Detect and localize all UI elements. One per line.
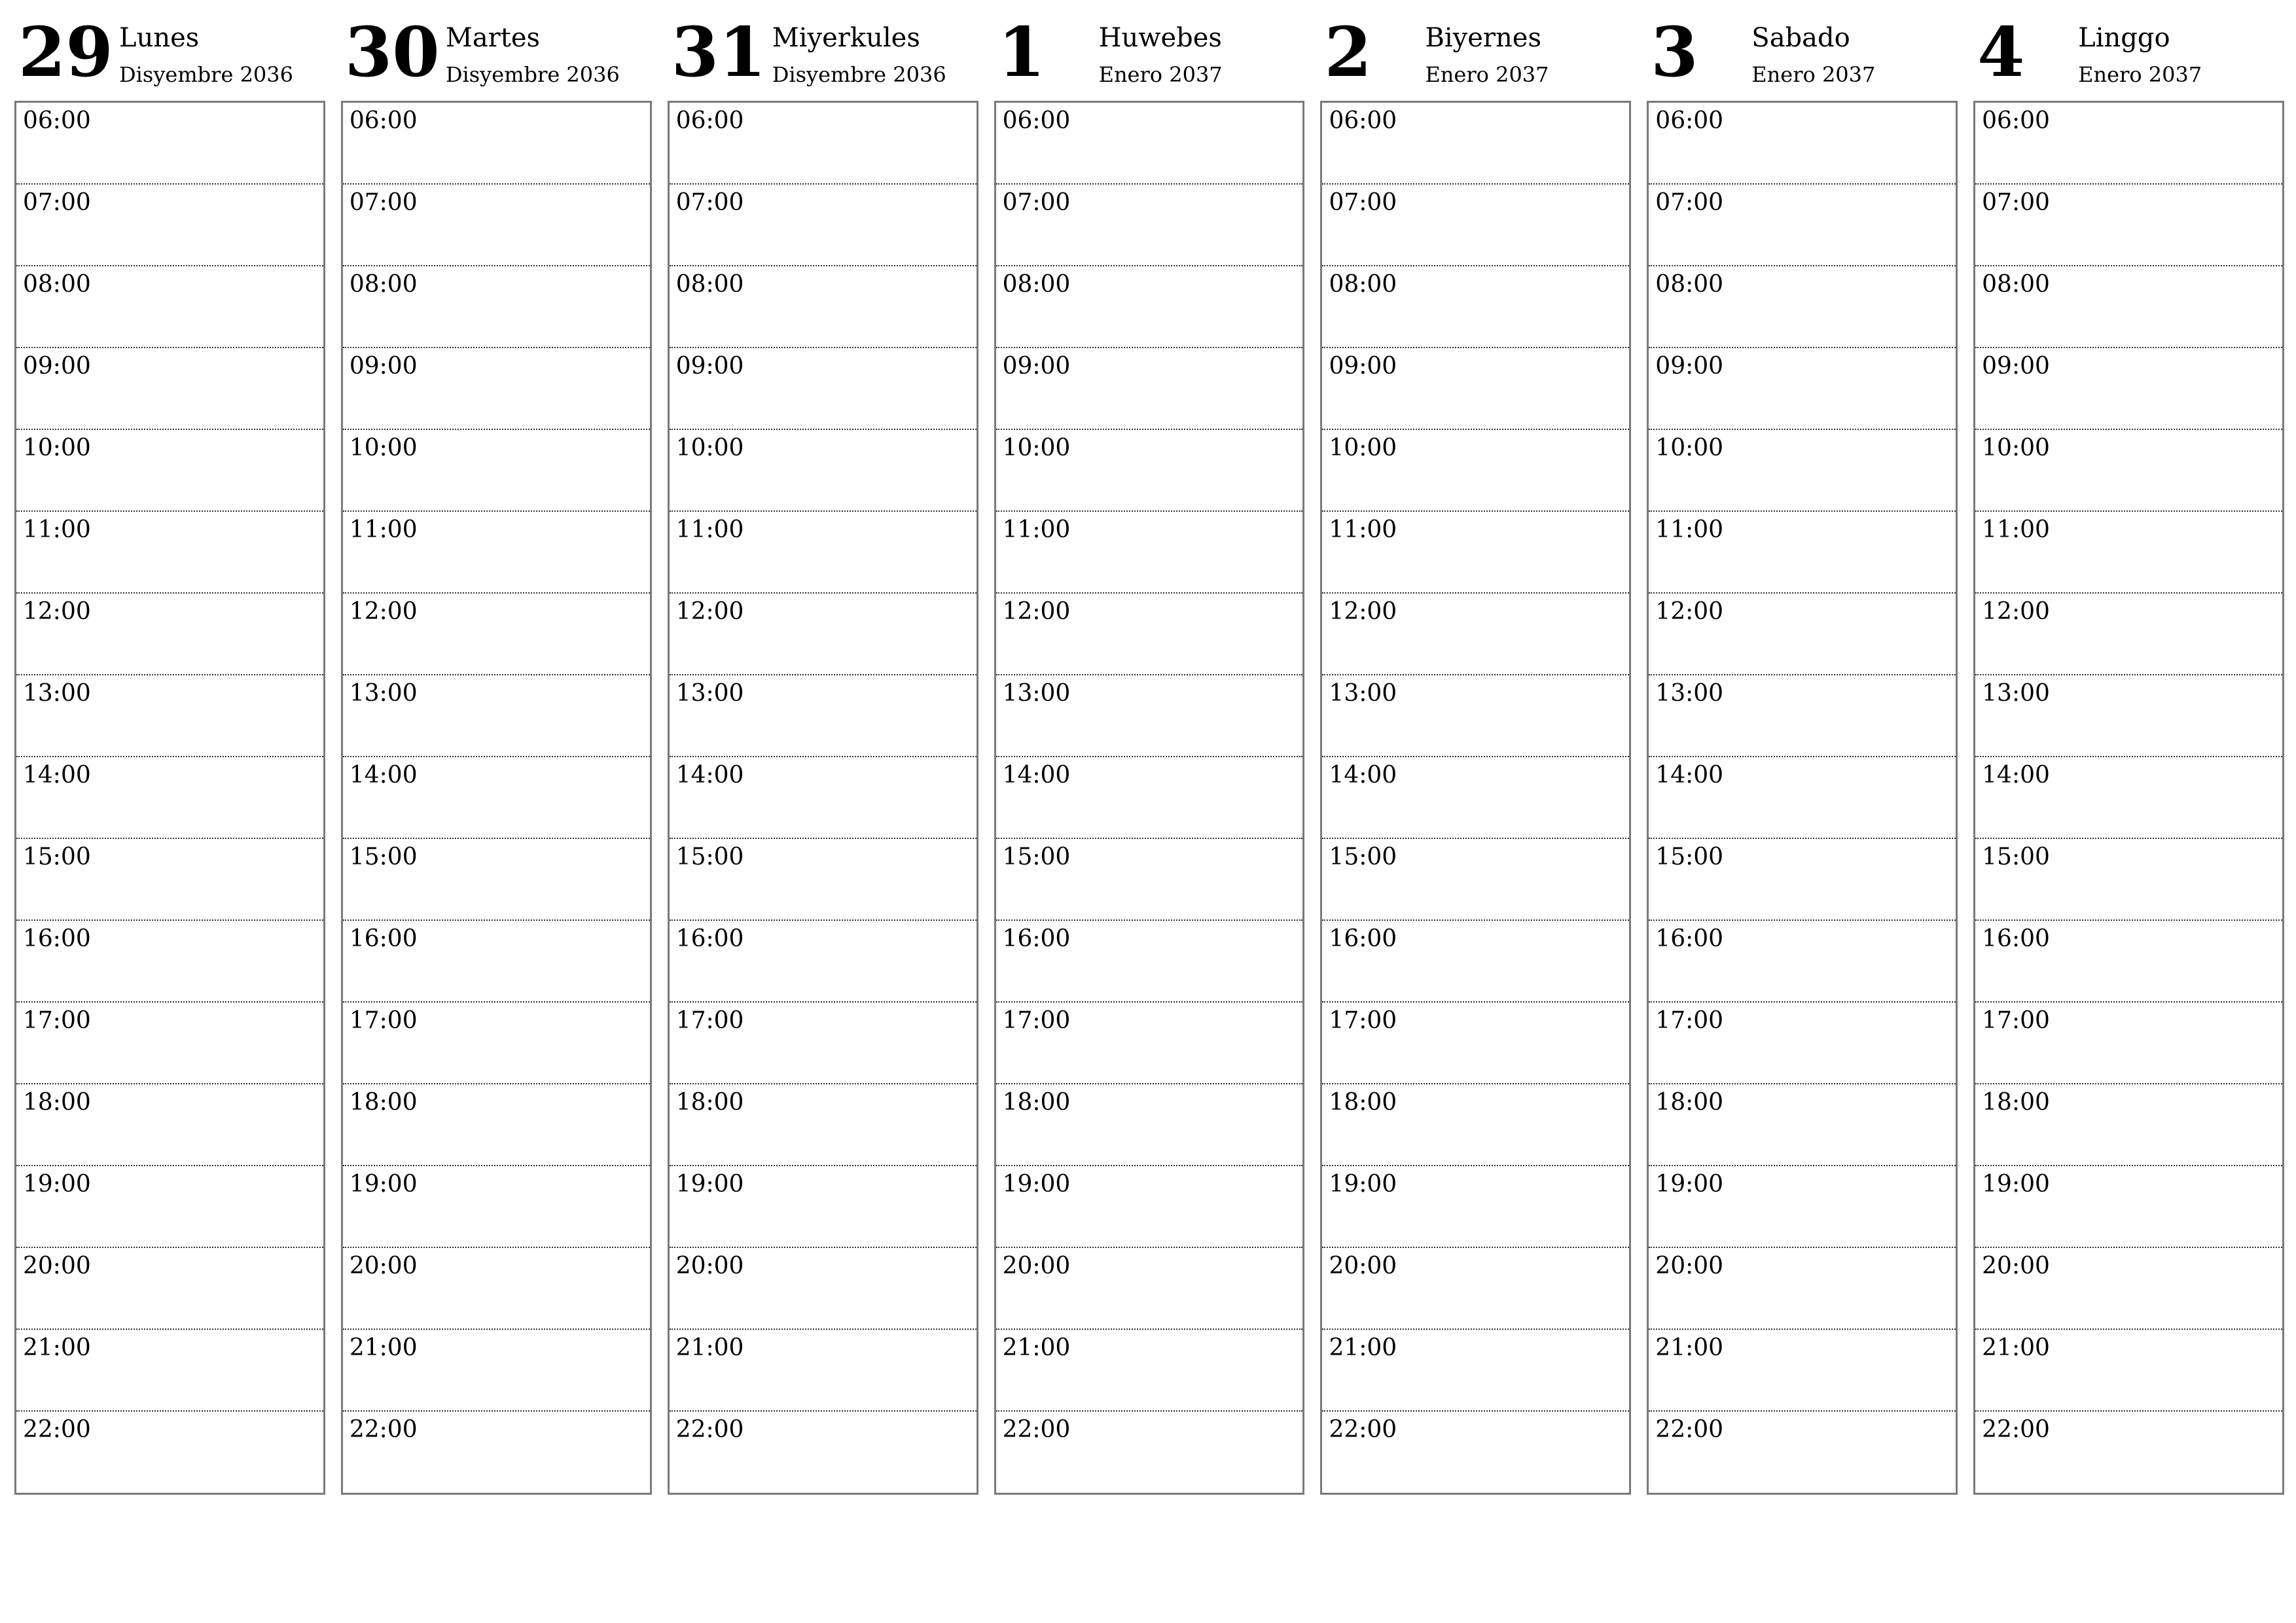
hour-slot[interactable] [670,185,977,266]
hour-slot[interactable] [1975,839,2282,921]
hour-label: 13:00 [675,680,744,707]
hour-slot[interactable] [343,839,650,921]
hour-label: 22:00 [1655,1416,1724,1443]
day-month-year: Enero 2037 [1098,62,1223,87]
hour-label: 12:00 [675,598,744,625]
hour-label: 07:00 [1329,189,1397,216]
hour-label: 08:00 [675,271,744,298]
hour-slot[interactable] [996,839,1303,921]
hour-slot[interactable] [670,1412,977,1493]
hour-label: 17:00 [1002,1007,1071,1034]
hour-slot[interactable] [670,1166,977,1248]
hour-slot[interactable] [1975,185,2282,266]
hour-label: 21:00 [1982,1334,2050,1361]
hour-label: 18:00 [1002,1089,1071,1116]
hour-slot[interactable] [670,430,977,512]
hour-slot[interactable] [343,1412,650,1493]
hour-slot[interactable] [670,594,977,675]
hour-slot[interactable] [1322,1248,1629,1330]
day-number: 2 [1324,12,1372,92]
hour-slot[interactable] [343,1330,650,1412]
hour-label: 11:00 [1002,516,1071,543]
hour-label: 15:00 [23,844,91,870]
hour-slot[interactable] [16,1412,323,1493]
hour-label: 18:00 [23,1089,91,1116]
hour-slot[interactable] [1649,348,1956,430]
hour-label: 21:00 [675,1334,744,1361]
day-header [1973,0,2284,101]
day-schedule-box [668,101,978,1495]
day-month-year: Enero 2037 [1425,62,1549,87]
hour-label: 20:00 [1982,1253,2050,1279]
hour-label: 15:00 [1002,844,1071,870]
hour-slot[interactable] [343,185,650,266]
hour-label: 22:00 [1329,1416,1397,1443]
hour-label: 13:00 [1982,680,2050,707]
hour-label: 21:00 [1002,1334,1071,1361]
hour-label: 14:00 [1982,762,2050,789]
hour-label: 15:00 [1982,844,2050,870]
hour-slot[interactable] [16,1084,323,1166]
hour-label: 11:00 [1982,516,2050,543]
hour-label: 07:00 [675,189,744,216]
hour-slot[interactable] [670,921,977,1003]
hour-label: 10:00 [675,435,744,461]
hour-slot[interactable] [996,1084,1303,1166]
hour-label: 07:00 [1982,189,2050,216]
day-month-year: Enero 2037 [1751,62,1876,87]
hour-label: 14:00 [1329,762,1397,789]
hour-slot[interactable] [996,512,1303,594]
hour-label: 13:00 [1655,680,1724,707]
day-name: Huwebes [1098,23,1222,53]
hour-label: 11:00 [23,516,91,543]
hour-label: 07:00 [23,189,91,216]
hour-label: 06:00 [1655,107,1724,134]
hour-label: 22:00 [1982,1416,2050,1443]
hour-label: 18:00 [675,1089,744,1116]
hour-slot[interactable] [1649,921,1956,1003]
hour-label: 19:00 [349,1171,418,1198]
hour-label: 10:00 [1982,435,2050,461]
hour-label: 07:00 [349,189,418,216]
hour-label: 21:00 [23,1334,91,1361]
hour-label: 16:00 [1982,925,2050,952]
hour-label: 11:00 [349,516,418,543]
hour-label: 08:00 [349,271,418,298]
hour-slot[interactable] [996,675,1303,757]
hour-label: 16:00 [675,925,744,952]
hour-label: 14:00 [23,762,91,789]
day-month-year: Disyembre 2036 [772,62,946,87]
hour-slot[interactable] [1975,1412,2282,1493]
hour-label: 10:00 [1655,435,1724,461]
hour-slot[interactable] [1975,921,2282,1003]
hour-label: 17:00 [675,1007,744,1034]
hour-label: 16:00 [1329,925,1397,952]
hour-slot[interactable] [343,430,650,512]
hour-label: 19:00 [1982,1171,2050,1198]
hour-slot[interactable] [1975,103,2282,185]
hour-label: 19:00 [1329,1171,1397,1198]
hour-label: 06:00 [1329,107,1397,134]
hour-slot[interactable] [996,1412,1303,1493]
hour-slot[interactable] [670,1084,977,1166]
hour-slot[interactable] [1975,757,2282,839]
hour-slot[interactable] [1322,921,1629,1003]
hour-slot[interactable] [1322,675,1629,757]
hour-slot[interactable] [1322,1412,1629,1493]
day-number: 1 [997,12,1045,92]
hour-slot[interactable] [1649,594,1956,675]
day-column [1973,0,2284,1499]
hour-slot[interactable] [343,1248,650,1330]
hour-slot[interactable] [670,839,977,921]
day-number: 3 [1651,12,1698,92]
hour-label: 22:00 [1002,1416,1071,1443]
hour-slot[interactable] [1649,757,1956,839]
hour-slot[interactable] [996,430,1303,512]
hour-label: 21:00 [349,1334,418,1361]
day-header [14,0,325,101]
day-name: Martes [445,23,541,53]
hour-label: 11:00 [675,516,744,543]
hour-label: 09:00 [1002,353,1071,380]
day-schedule-box [1973,101,2284,1495]
hour-label: 16:00 [1002,925,1071,952]
hour-slot[interactable] [670,1003,977,1084]
day-number: 29 [18,12,113,92]
hour-slot[interactable] [670,103,977,185]
hour-label: 17:00 [349,1007,418,1034]
hour-label: 13:00 [1329,680,1397,707]
hour-label: 16:00 [1655,925,1724,952]
hour-slot[interactable] [1975,512,2282,594]
day-number: 4 [1977,12,2025,92]
hour-slot[interactable] [996,1330,1303,1412]
hour-label: 18:00 [1655,1089,1724,1116]
hour-label: 12:00 [1329,598,1397,625]
hour-slot[interactable] [996,921,1303,1003]
hour-slot[interactable] [343,921,650,1003]
hour-slot[interactable] [16,1248,323,1330]
hour-slot[interactable] [343,266,650,348]
hour-slot[interactable] [1975,594,2282,675]
hour-label: 13:00 [1002,680,1071,707]
hour-slot[interactable] [16,594,323,675]
hour-slot[interactable] [1649,1166,1956,1248]
hour-slot[interactable] [343,594,650,675]
hour-slot[interactable] [1649,266,1956,348]
hour-label: 12:00 [1655,598,1724,625]
day-schedule-box [1320,101,1631,1495]
hour-slot[interactable] [343,348,650,430]
hour-slot[interactable] [1649,512,1956,594]
hour-label: 09:00 [1329,353,1397,380]
hour-slot[interactable] [16,512,323,594]
hour-label: 20:00 [349,1253,418,1279]
hour-slot[interactable] [343,512,650,594]
hour-slot[interactable] [1322,430,1629,512]
hour-slot[interactable] [1322,185,1629,266]
hour-label: 20:00 [1655,1253,1724,1279]
hour-label: 09:00 [23,353,91,380]
hour-label: 10:00 [1002,435,1071,461]
hour-slot[interactable] [1322,1166,1629,1248]
hour-slot[interactable] [1975,1248,2282,1330]
hour-label: 08:00 [1655,271,1724,298]
hour-slot[interactable] [996,1003,1303,1084]
hour-label: 08:00 [1002,271,1071,298]
hour-slot[interactable] [996,185,1303,266]
hour-label: 11:00 [1655,516,1724,543]
hour-label: 06:00 [675,107,744,134]
day-month-year: Enero 2037 [2078,62,2202,87]
hour-label: 19:00 [1655,1171,1724,1198]
hour-label: 12:00 [349,598,418,625]
hour-label: 14:00 [1655,762,1724,789]
hour-label: 12:00 [23,598,91,625]
hour-slot[interactable] [16,1166,323,1248]
hour-slot[interactable] [1975,266,2282,348]
hour-slot[interactable] [1322,266,1629,348]
hour-label: 20:00 [675,1253,744,1279]
day-header [341,0,652,101]
hour-label: 09:00 [675,353,744,380]
hour-slot[interactable] [1322,103,1629,185]
hour-label: 06:00 [1982,107,2050,134]
hour-label: 17:00 [1655,1007,1724,1034]
day-column [14,0,325,1499]
hour-slot[interactable] [1975,675,2282,757]
hour-label: 06:00 [23,107,91,134]
hour-label: 17:00 [1329,1007,1397,1034]
hour-slot[interactable] [996,1248,1303,1330]
hour-label: 15:00 [1655,844,1724,870]
hour-slot[interactable] [670,675,977,757]
hour-label: 08:00 [23,271,91,298]
hour-slot[interactable] [1322,594,1629,675]
day-schedule-box [341,101,652,1495]
hour-slot[interactable] [1649,1330,1956,1412]
hour-slot[interactable] [1975,1084,2282,1166]
hour-slot[interactable] [1322,1330,1629,1412]
hour-label: 09:00 [349,353,418,380]
hour-slot[interactable] [343,1166,650,1248]
hour-slot[interactable] [1649,839,1956,921]
hour-slot[interactable] [343,1003,650,1084]
hour-label: 10:00 [23,435,91,461]
hour-label: 16:00 [23,925,91,952]
day-month-year: Disyembre 2036 [445,62,620,87]
hour-label: 08:00 [1982,271,2050,298]
hour-slot[interactable] [1649,103,1956,185]
day-column [1320,0,1631,1499]
hour-slot[interactable] [343,1084,650,1166]
hour-label: 17:00 [1982,1007,2050,1034]
hour-slot[interactable] [1649,185,1956,266]
hour-label: 06:00 [349,107,418,134]
hour-slot[interactable] [670,512,977,594]
hour-label: 06:00 [1002,107,1071,134]
hour-slot[interactable] [1322,839,1629,921]
hour-slot[interactable] [343,757,650,839]
day-header [994,0,1305,101]
day-schedule-box [1647,101,1958,1495]
hour-slot[interactable] [16,348,323,430]
hour-label: 21:00 [1655,1334,1724,1361]
hour-label: 18:00 [349,1089,418,1116]
hour-label: 12:00 [1002,598,1071,625]
hour-label: 13:00 [23,680,91,707]
hour-slot[interactable] [1322,757,1629,839]
hour-label: 17:00 [23,1007,91,1034]
hour-slot[interactable] [1649,430,1956,512]
hour-slot[interactable] [16,103,323,185]
day-name: Miyerkules [772,23,920,53]
hour-slot[interactable] [1649,675,1956,757]
hour-label: 19:00 [23,1171,91,1198]
hour-slot[interactable] [16,430,323,512]
hour-slot[interactable] [1975,1166,2282,1248]
day-number: 31 [671,12,766,92]
day-column [994,0,1305,1499]
hour-label: 14:00 [1002,762,1071,789]
day-name: Biyernes [1425,23,1541,53]
hour-label: 18:00 [1329,1089,1397,1116]
hour-slot[interactable] [16,185,323,266]
hour-slot[interactable] [996,103,1303,185]
hour-label: 15:00 [675,844,744,870]
day-column [341,0,652,1499]
day-header [668,0,978,101]
hour-label: 20:00 [1329,1253,1397,1279]
hour-slot[interactable] [1322,1084,1629,1166]
hour-label: 09:00 [1655,353,1724,380]
day-column [668,0,978,1499]
hour-slot[interactable] [996,594,1303,675]
hour-label: 15:00 [1329,844,1397,870]
day-number: 30 [344,12,440,92]
hour-slot[interactable] [1649,1412,1956,1493]
hour-label: 08:00 [1329,271,1397,298]
hour-slot[interactable] [16,839,323,921]
hour-label: 19:00 [675,1171,744,1198]
hour-slot[interactable] [1649,1084,1956,1166]
hour-slot[interactable] [1975,1003,2282,1084]
hour-label: 19:00 [1002,1171,1071,1198]
hour-slot[interactable] [16,675,323,757]
hour-label: 18:00 [1982,1089,2050,1116]
weekly-planner [14,0,2284,1499]
hour-slot[interactable] [996,757,1303,839]
hour-slot[interactable] [1975,430,2282,512]
hour-slot[interactable] [1322,512,1629,594]
hour-label: 13:00 [349,680,418,707]
day-header [1320,0,1631,101]
hour-label: 14:00 [675,762,744,789]
hour-label: 14:00 [349,762,418,789]
day-schedule-box [14,101,325,1495]
hour-label: 10:00 [349,435,418,461]
day-name: Sabado [1751,23,1850,53]
hour-label: 22:00 [675,1416,744,1443]
hour-slot[interactable] [1649,1003,1956,1084]
hour-slot[interactable] [343,675,650,757]
hour-slot[interactable] [670,757,977,839]
hour-slot[interactable] [1649,1248,1956,1330]
hour-label: 11:00 [1329,516,1397,543]
hour-label: 09:00 [1982,353,2050,380]
day-schedule-box [994,101,1305,1495]
hour-label: 22:00 [23,1416,91,1443]
hour-slot[interactable] [1322,348,1629,430]
hour-slot[interactable] [343,103,650,185]
hour-slot[interactable] [1322,1003,1629,1084]
hour-slot[interactable] [16,266,323,348]
hour-label: 12:00 [1982,598,2050,625]
hour-label: 10:00 [1329,435,1397,461]
day-name: Linggo [2078,23,2170,53]
hour-slot[interactable] [1975,348,2282,430]
hour-slot[interactable] [996,1166,1303,1248]
hour-slot[interactable] [16,1003,323,1084]
day-column [1647,0,1958,1499]
hour-slot[interactable] [16,757,323,839]
day-month-year: Disyembre 2036 [119,62,293,87]
day-header [1647,0,1958,101]
hour-label: 15:00 [349,844,418,870]
hour-slot[interactable] [670,1248,977,1330]
hour-slot[interactable] [16,921,323,1003]
hour-label: 22:00 [349,1416,418,1443]
day-name: Lunes [119,23,200,53]
hour-slot[interactable] [996,348,1303,430]
hour-slot[interactable] [996,266,1303,348]
hour-slot[interactable] [670,266,977,348]
hour-label: 20:00 [23,1253,91,1279]
hour-label: 16:00 [349,925,418,952]
hour-label: 21:00 [1329,1334,1397,1361]
hour-slot[interactable] [670,1330,977,1412]
hour-label: 07:00 [1002,189,1071,216]
hour-label: 20:00 [1002,1253,1071,1279]
hour-slot[interactable] [1975,1330,2282,1412]
hour-label: 07:00 [1655,189,1724,216]
hour-slot[interactable] [670,348,977,430]
hour-slot[interactable] [16,1330,323,1412]
